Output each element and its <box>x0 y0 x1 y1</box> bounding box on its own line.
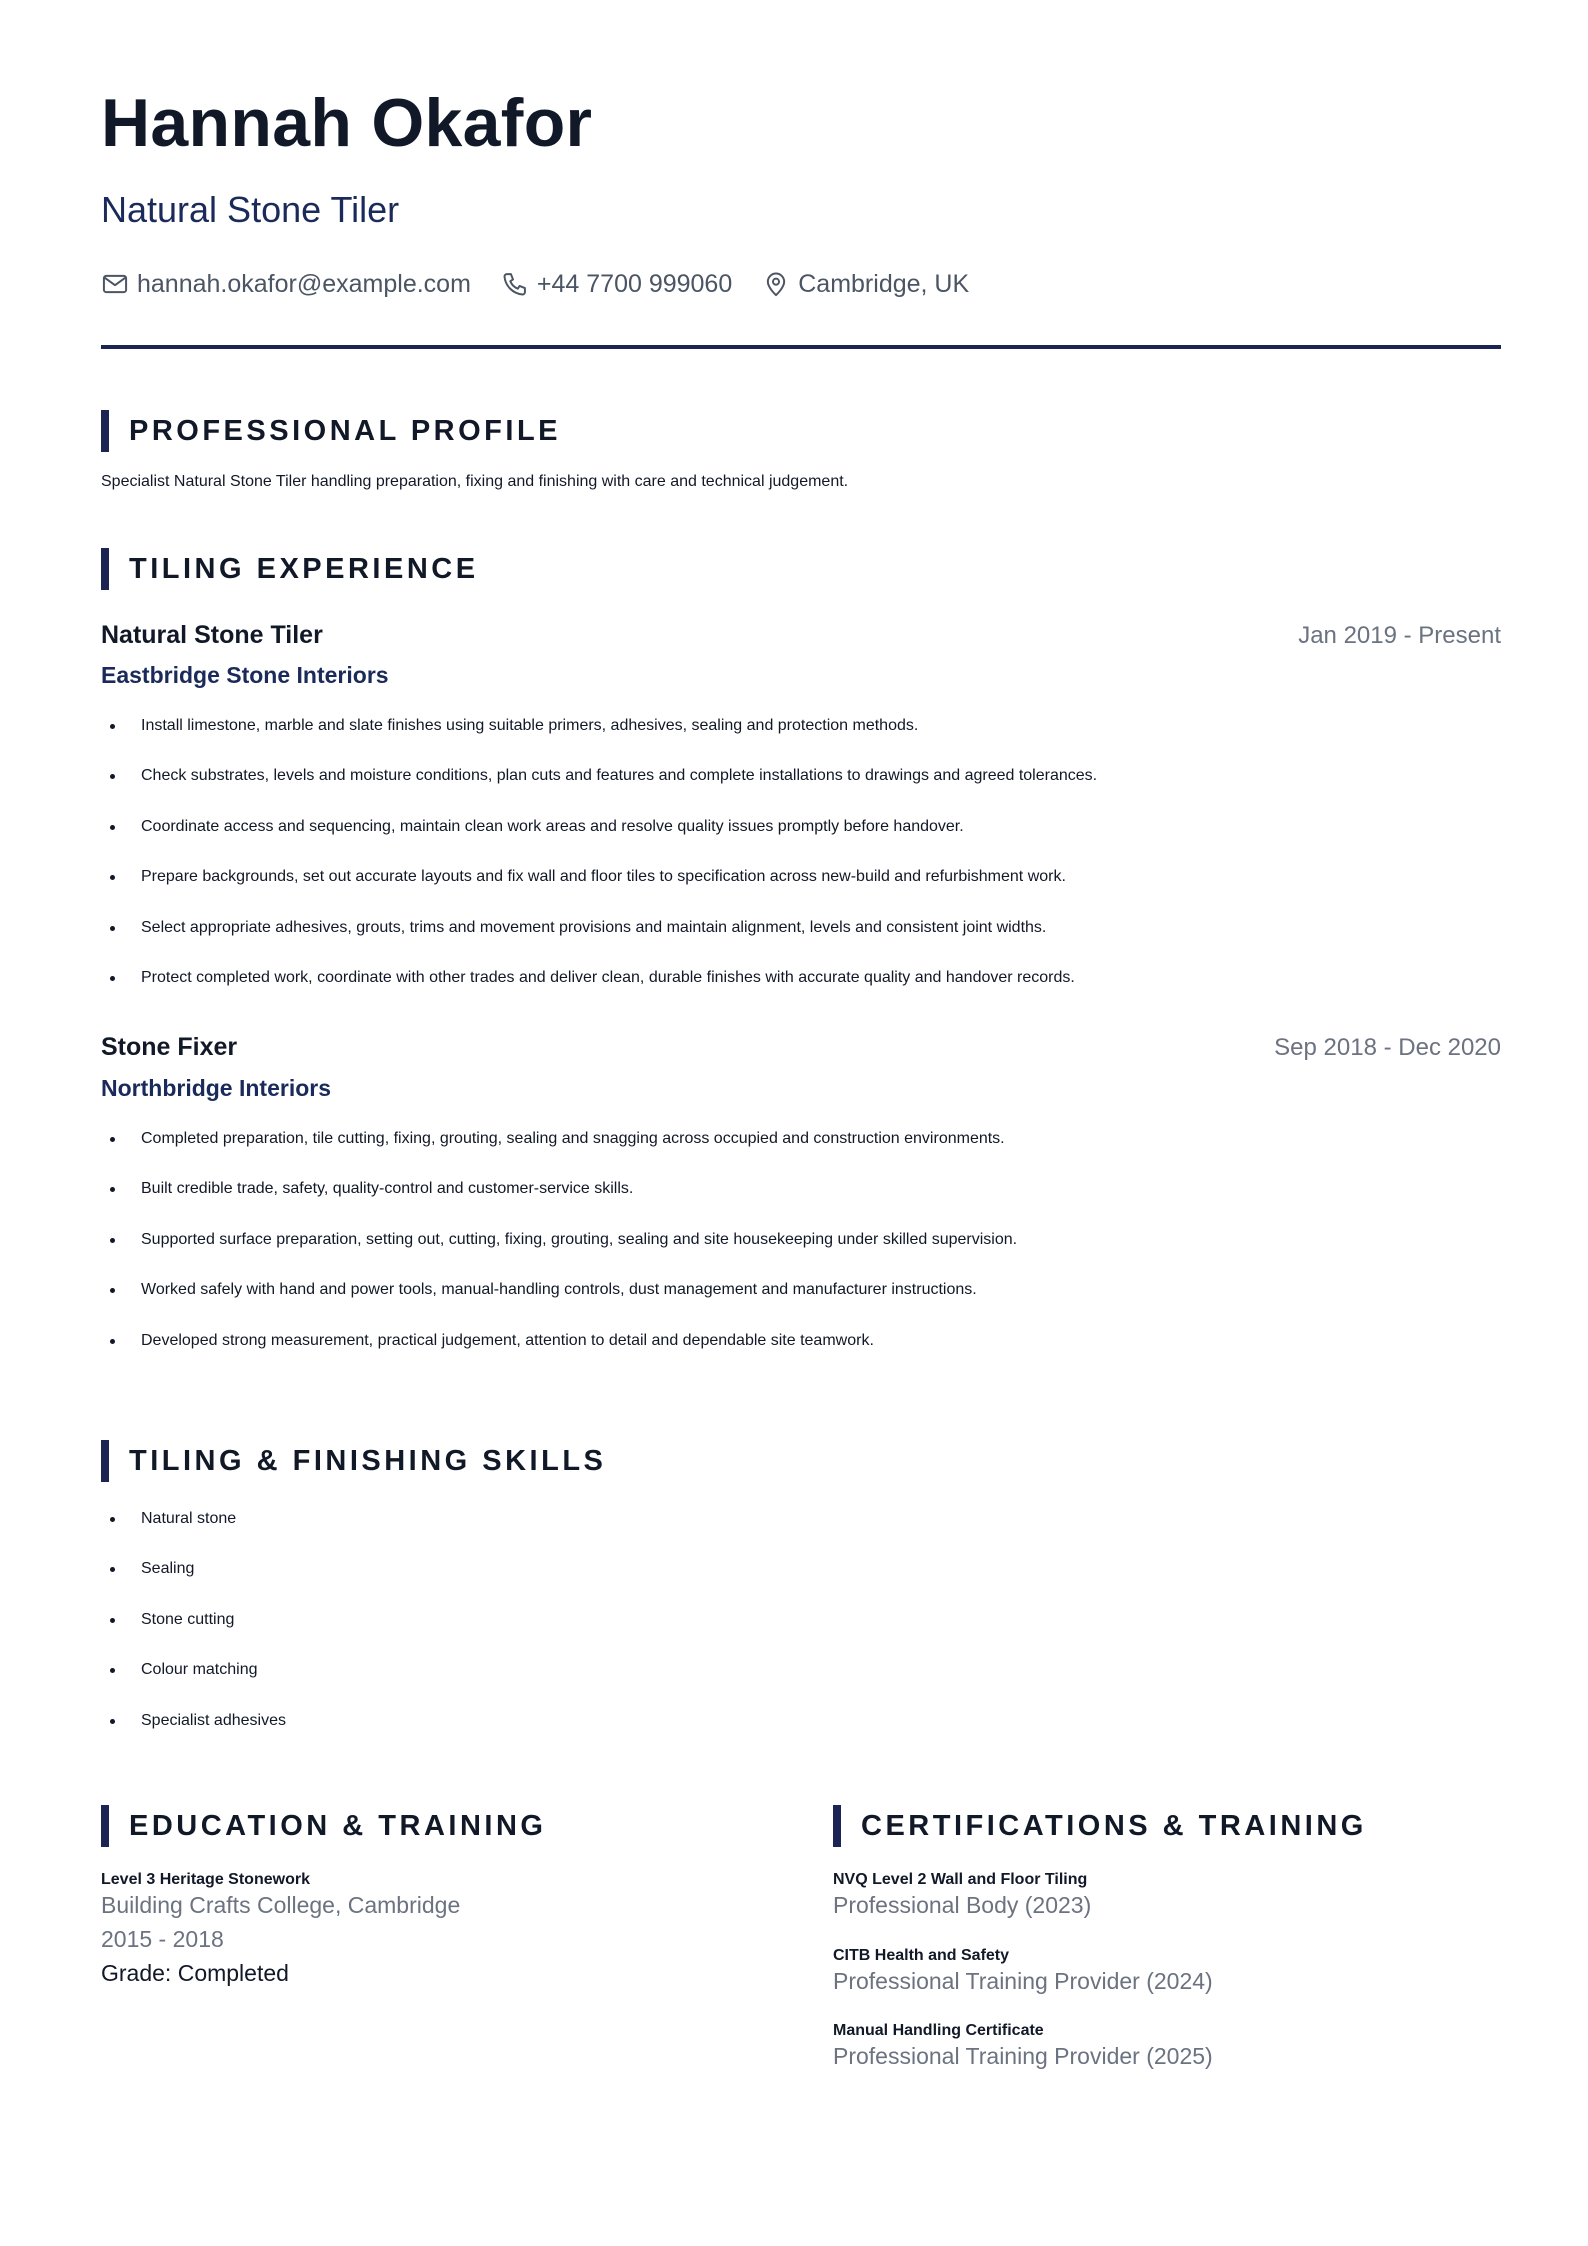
education-institution: Building Crafts College, Cambridge <box>101 1892 461 1918</box>
certification-entry <box>833 2021 1213 2071</box>
contact-row <box>101 270 999 298</box>
education-grade: Grade: Completed <box>101 1960 289 1986</box>
skill-item: Specialist adhesives <box>101 1711 286 1761</box>
section-title: PROFESSIONAL PROFILE <box>129 414 562 447</box>
profile-summary: Specialist Natural Stone Tiler handling preparation, fixing and finishing with care and technical judgement. <box>101 473 849 490</box>
certification-issuer: Professional Training Provider (2024) <box>833 1968 1213 1994</box>
certification-title: Manual Handling Certificate <box>833 2022 1044 2039</box>
job-bullet: Worked safely with hand and power tools, manual-handling controls, dust management and manufacturer instructions. <box>101 1280 1017 1330</box>
candidate-title: Natural Stone Tiler <box>101 189 400 230</box>
contact-phone[interactable] <box>501 270 732 298</box>
section-heading-experience <box>101 548 479 590</box>
job-bullet-list <box>101 1129 1017 1381</box>
job-company: Eastbridge Stone Interiors <box>101 662 389 688</box>
section-title: TILING & FINISHING SKILLS <box>129 1444 607 1477</box>
education-qualification: Level 3 Heritage Stonework <box>101 1871 310 1888</box>
job-bullet: Built credible trade, safety, quality-control and customer-service skills. <box>101 1179 1017 1229</box>
certification-issuer: Professional Body (2023) <box>833 1892 1092 1918</box>
candidate-name: Hannah Okafor <box>101 85 593 161</box>
section-heading-profile <box>101 410 561 452</box>
job-bullet: Check substrates, levels and moisture conditions, plan cuts and features and complete installations to drawings and agreed tolerances. <box>101 766 1097 816</box>
job-dates: Jan 2019 - Present <box>1298 622 1501 649</box>
job-bullet: Select appropriate adhesives, grouts, trims and movement provisions and maintain alignment, levels and consistent joint widths. <box>101 918 1097 968</box>
phone-text: +44 7700 999060 <box>536 269 733 298</box>
section-accent-bar <box>101 410 109 452</box>
education-entry <box>101 1870 460 1988</box>
certification-title: CITB Health and Safety <box>833 1947 1010 1964</box>
skill-item: Natural stone <box>101 1509 286 1559</box>
certification-issuer: Professional Training Provider (2025) <box>833 2043 1213 2069</box>
section-heading-education <box>101 1805 546 1847</box>
job-title: Stone Fixer <box>101 1033 238 1061</box>
job-company: Northbridge Interiors <box>101 1075 332 1101</box>
skill-item: Colour matching <box>101 1660 286 1710</box>
section-accent-bar <box>101 548 109 590</box>
envelope-icon <box>101 270 129 298</box>
skill-item: Sealing <box>101 1559 286 1609</box>
job-bullet: Protect completed work, coordinate with other trades and deliver clean, durable finishes with accurate quality and handover records. <box>101 968 1097 1018</box>
section-accent-bar <box>833 1805 841 1847</box>
job-bullet: Prepare backgrounds, set out accurate layouts and fix wall and floor tiles to specification across new-build and refurbishment work. <box>101 867 1097 917</box>
job-dates: Sep 2018 - Dec 2020 <box>1274 1034 1501 1061</box>
section-title: EDUCATION & TRAINING <box>129 1809 547 1842</box>
education-years: 2015 - 2018 <box>101 1926 224 1952</box>
certification-entry <box>833 1946 1213 1996</box>
job-bullet: Install limestone, marble and slate finishes using suitable primers, adhesives, sealing and protection methods. <box>101 716 1097 766</box>
section-title: CERTIFICATIONS & TRAINING <box>861 1809 1367 1842</box>
contact-location <box>762 270 969 298</box>
email-text: hannah.okafor@example.com <box>137 269 471 298</box>
section-title: TILING EXPERIENCE <box>129 552 479 585</box>
contact-email[interactable] <box>101 270 471 298</box>
job-bullet: Coordinate access and sequencing, maintain clean work areas and resolve quality issues promptly before handover. <box>101 817 1097 867</box>
phone-icon <box>501 270 529 298</box>
job-bullet: Supported surface preparation, setting out, cutting, fixing, grouting, sealing and site housekeeping under skilled supervision. <box>101 1230 1017 1280</box>
map-pin-icon <box>762 270 790 298</box>
skill-item: Stone cutting <box>101 1610 286 1660</box>
certification-entry <box>833 1870 1091 1920</box>
section-heading-certifications <box>833 1805 1367 1847</box>
header-divider <box>101 345 1501 349</box>
section-accent-bar <box>101 1440 109 1482</box>
job-bullet: Completed preparation, tile cutting, fixing, grouting, sealing and snagging across occupied and construction environments. <box>101 1129 1017 1179</box>
job-bullet-list <box>101 716 1097 1018</box>
certification-title: NVQ Level 2 Wall and Floor Tiling <box>833 1871 1088 1888</box>
skills-list <box>101 1509 286 1761</box>
job-bullet: Developed strong measurement, practical judgement, attention to detail and dependable site teamwork. <box>101 1331 1017 1381</box>
section-accent-bar <box>101 1805 109 1847</box>
section-heading-skills <box>101 1440 606 1482</box>
location-text: Cambridge, UK <box>798 269 970 298</box>
job-title: Natural Stone Tiler <box>101 621 323 649</box>
